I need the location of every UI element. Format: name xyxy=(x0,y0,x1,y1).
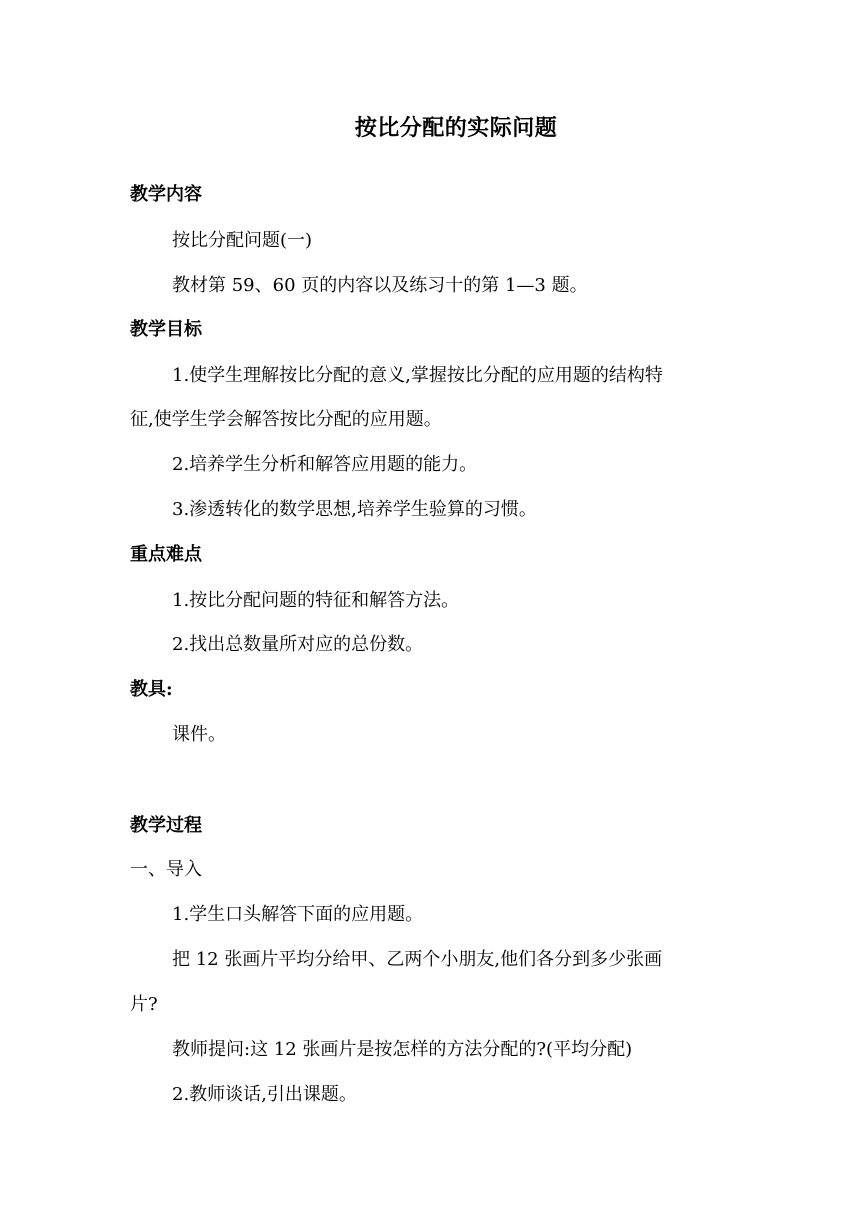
paragraph-line: 教材第 59、60 页的内容以及练习十的第 1—3 题。 xyxy=(172,275,588,296)
paragraph-line: 课件。 xyxy=(172,724,226,745)
section-heading-content: 教学内容 xyxy=(130,184,202,205)
paragraph-line: 把 12 张画片平均分给甲、乙两个小朋友,他们各分到多少张画 xyxy=(172,949,663,970)
section-heading-process: 教学过程 xyxy=(130,815,202,836)
paragraph-line: 2.教师谈话,引出课题。 xyxy=(172,1084,357,1105)
paragraph-line: 2.培养学生分析和解答应用题的能力。 xyxy=(172,454,478,475)
section-heading-tools: 教具: xyxy=(130,679,173,700)
paragraph-line: 1.使学生理解按比分配的意义,掌握按比分配的应用题的结构特 xyxy=(172,365,663,386)
paragraph-line: 教师提问:这 12 张画片是按怎样的方法分配的?(平均分配) xyxy=(172,1039,633,1060)
document-title: 按比分配的实际问题 xyxy=(354,115,558,141)
paragraph-line: 3.渗透转化的数学思想,培养学生验算的习惯。 xyxy=(172,499,537,520)
paragraph-line: 征,使学生学会解答按比分配的应用题。 xyxy=(130,409,442,430)
paragraph-line: 1.按比分配问题的特征和解答方法。 xyxy=(172,590,460,611)
paragraph-line: 按比分配问题(一) xyxy=(172,230,313,251)
paragraph-line: 一、导入 xyxy=(130,859,202,880)
paragraph-line: 片? xyxy=(130,994,158,1015)
paragraph-line: 2.找出总数量所对应的总份数。 xyxy=(172,634,424,655)
section-heading-key-points: 重点难点 xyxy=(130,544,202,565)
paragraph-line: 1.学生口头解答下面的应用题。 xyxy=(172,904,424,925)
section-heading-objectives: 教学目标 xyxy=(130,319,202,340)
